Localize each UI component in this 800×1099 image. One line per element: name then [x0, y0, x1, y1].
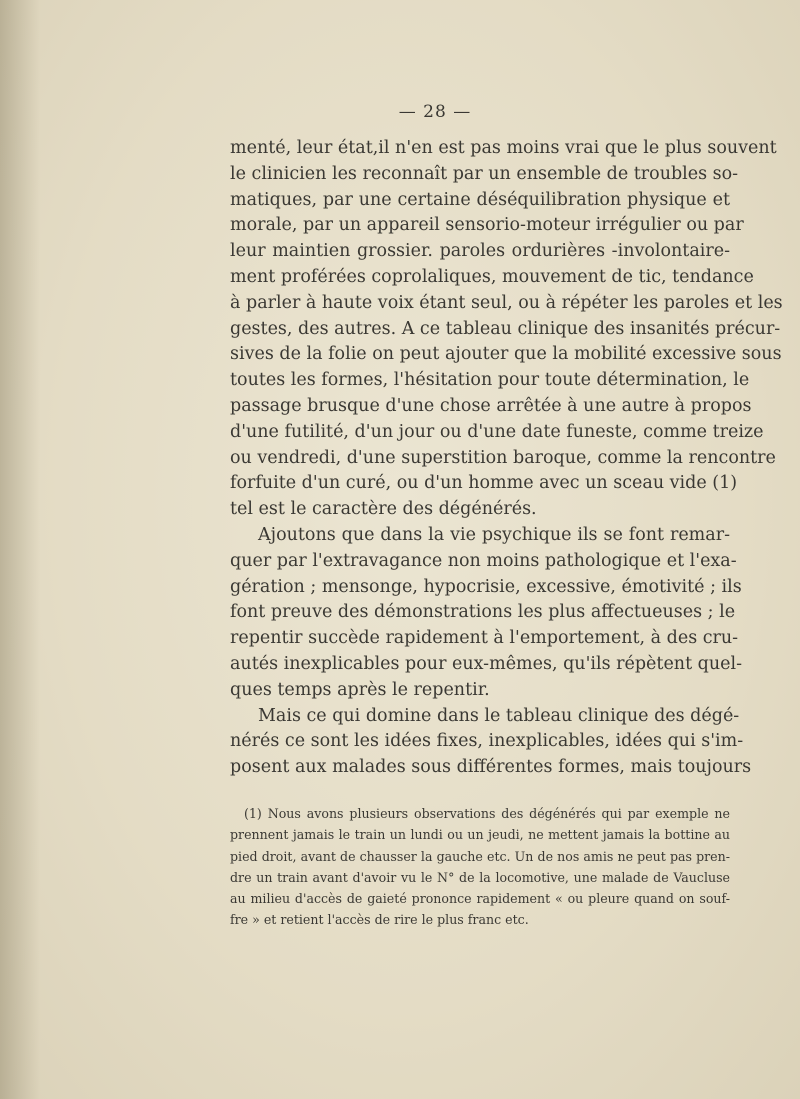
text-line: morale, par un appareil sensorio-moteur irrégulier ou par	[230, 215, 744, 236]
text-line: à parler à haute voix étant seul, ou à répéter les paroles et les	[230, 292, 783, 313]
text-line: toutes les formes, l'hésitation pour toute détermination, le	[230, 370, 750, 391]
text-line: matiques, par une certaine déséquilibration physique et	[230, 189, 730, 210]
text-line: autés inexplicables pour eux-mêmes, qu'ils répètent quel-	[230, 653, 743, 674]
text-line: tel est le caractère des dégénérés.	[230, 499, 537, 520]
text-line: menté, leur état,il n'en est pas moins vrai que le plus souvent	[230, 138, 777, 158]
text-line: ou vendredi, d'une superstition baroque, comme la rencontre	[230, 447, 776, 468]
text-line: le clinicien les reconnaît par un ensemble de troubles so-	[230, 163, 739, 184]
text-line: passage brusque d'une chose arrêtée à une autre à propos	[230, 395, 752, 416]
footnote-line: dre un train avant d'avoir vu le N° de la locomotive, une malade de Vaucluse	[230, 869, 730, 885]
footnote-line: au milieu d'accès de gaieté prononce rapidement « ou pleure quand on souf-	[230, 891, 730, 907]
text-line: nérés ce sont les idées fixes, inexplicables, idées qui s'im-	[230, 731, 744, 752]
text-line: ment proférées coprolaliques, mouvement de tic, tendance	[230, 266, 754, 287]
footnote	[230, 803, 730, 931]
text-line: quer par l'extravagance non moins pathologique et l'exa-	[230, 550, 737, 571]
text-line: sives de la folie on peut ajouter que la mobilité excessive sous	[230, 344, 782, 365]
text-line: gestes, des autres. A ce tableau clinique des insanités précur-	[230, 318, 781, 339]
text-line: posent aux malades sous différentes formes, mais toujours	[230, 757, 752, 778]
footnote-line: (1) Nous avons plusieurs observations des dégénérés qui par exemple ne	[244, 806, 730, 821]
text-line: gération ; mensonge, hypocrisie, excessive, émotivité ; ils	[230, 576, 742, 597]
text-line: Ajoutons que dans la vie psychique ils se font remar-	[258, 524, 730, 545]
text-line: leur maintien grossier. paroles ordurières -involontaire-	[230, 241, 730, 262]
footnote-line: prennent jamais le train un lundi ou un jeudi, ne mettent jamais la bottine au	[230, 827, 730, 843]
footnote-line: fre » et retient l'accès de rire le plus franc etc.	[230, 912, 529, 928]
text-line: font preuve des démonstrations les plus affectueuses ; le	[230, 602, 736, 623]
text-line: ques temps après le repentir.	[230, 679, 490, 700]
page-number: — 28 —	[398, 102, 472, 122]
text-line: d'une futilité, d'un jour ou d'une date funeste, comme treize	[230, 421, 764, 442]
footnote-line: pied droit, avant de chausser la gauche etc. Un de nos amis ne peut pas pren-	[230, 848, 730, 864]
text-line: repentir succède rapidement à l'emportement, à des cru-	[230, 628, 739, 649]
text-line: Mais ce qui domine dans le tableau clinique des dégé-	[258, 705, 740, 726]
text-line: forfuite d'un curé, ou d'un homme avec un sceau vide (1)	[230, 473, 738, 494]
body-text	[230, 136, 783, 781]
